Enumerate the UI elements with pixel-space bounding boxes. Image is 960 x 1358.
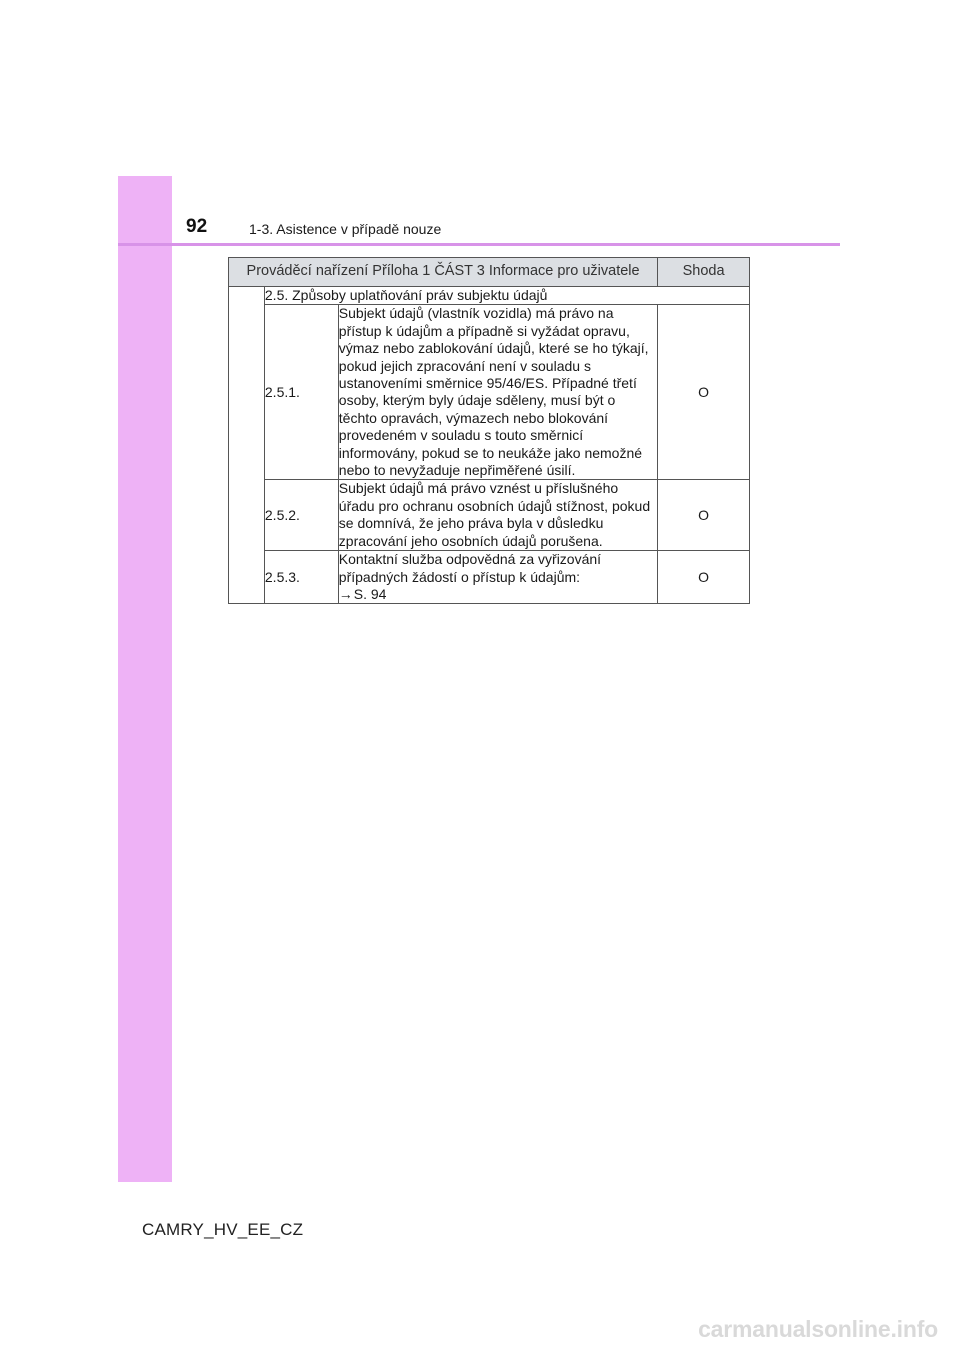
row-compliance: O xyxy=(658,305,750,480)
row-description: Subjekt údajů (vlastník vozidla) má právo na přístup k údajům a případně si vyžádat opravu, výmaz nebo zablokování údajů, které se ho týkají, pokud jejich zpracování není v souladu s ustanoveními směrnice 95/46/ES. Případné třetí osoby, kterým byly údaje sděleny, musí být o těchto opravách, výmazech nebo blokování provedeném v souladu s touto směrnicí informovány, pokud se to neukáže jako nemožné nebo to nevyžaduje nepřiměřené úsilí. xyxy=(338,305,657,480)
table-header-compliance: Shoda xyxy=(658,258,750,287)
row-number: 2.5.3. xyxy=(264,551,338,604)
watermark: carmanualsonline.info xyxy=(698,1316,938,1342)
page-number: 92 xyxy=(186,216,208,237)
arrow-right-icon: → xyxy=(338,585,353,602)
table-row xyxy=(229,287,750,305)
row-compliance: O xyxy=(658,480,750,551)
table-header-description: Prováděcí nařízení Příloha 1 ČÁST 3 Informace pro uživatele xyxy=(229,258,658,287)
section-title: 1-3. Asistence v případě nouze xyxy=(249,221,442,237)
row-description: Kontaktní služba odpovědná za vyřizování případných žádostí o přístup k údajům: xyxy=(338,551,602,585)
model-code: CAMRY_HV_EE_CZ xyxy=(142,1220,304,1239)
table-row xyxy=(229,305,750,480)
row-description-cell xyxy=(338,551,657,604)
row-compliance: O xyxy=(658,551,750,604)
table-row xyxy=(229,480,750,551)
row-number: 2.5.2. xyxy=(264,480,338,551)
requirements-table xyxy=(228,257,750,604)
header-rule xyxy=(118,243,840,246)
row-description: Subjekt údajů má právo vznést u příslušného úřadu pro ochranu osobních údajů stížnost, pokud se domnívá, že jeho práva byla v důsledku zpracování jeho osobních údajů porušena. xyxy=(338,480,657,551)
empty-indent-cell xyxy=(229,287,265,604)
page-reference-link[interactable]: S. 94 xyxy=(353,585,387,602)
row-number: 2.5.1. xyxy=(264,305,338,480)
table-header-row xyxy=(229,258,750,287)
table-row xyxy=(229,551,750,604)
chapter-side-band xyxy=(118,176,172,1182)
subsection-heading: 2.5. Způsoby uplatňování práv subjektu údajů xyxy=(264,287,749,305)
